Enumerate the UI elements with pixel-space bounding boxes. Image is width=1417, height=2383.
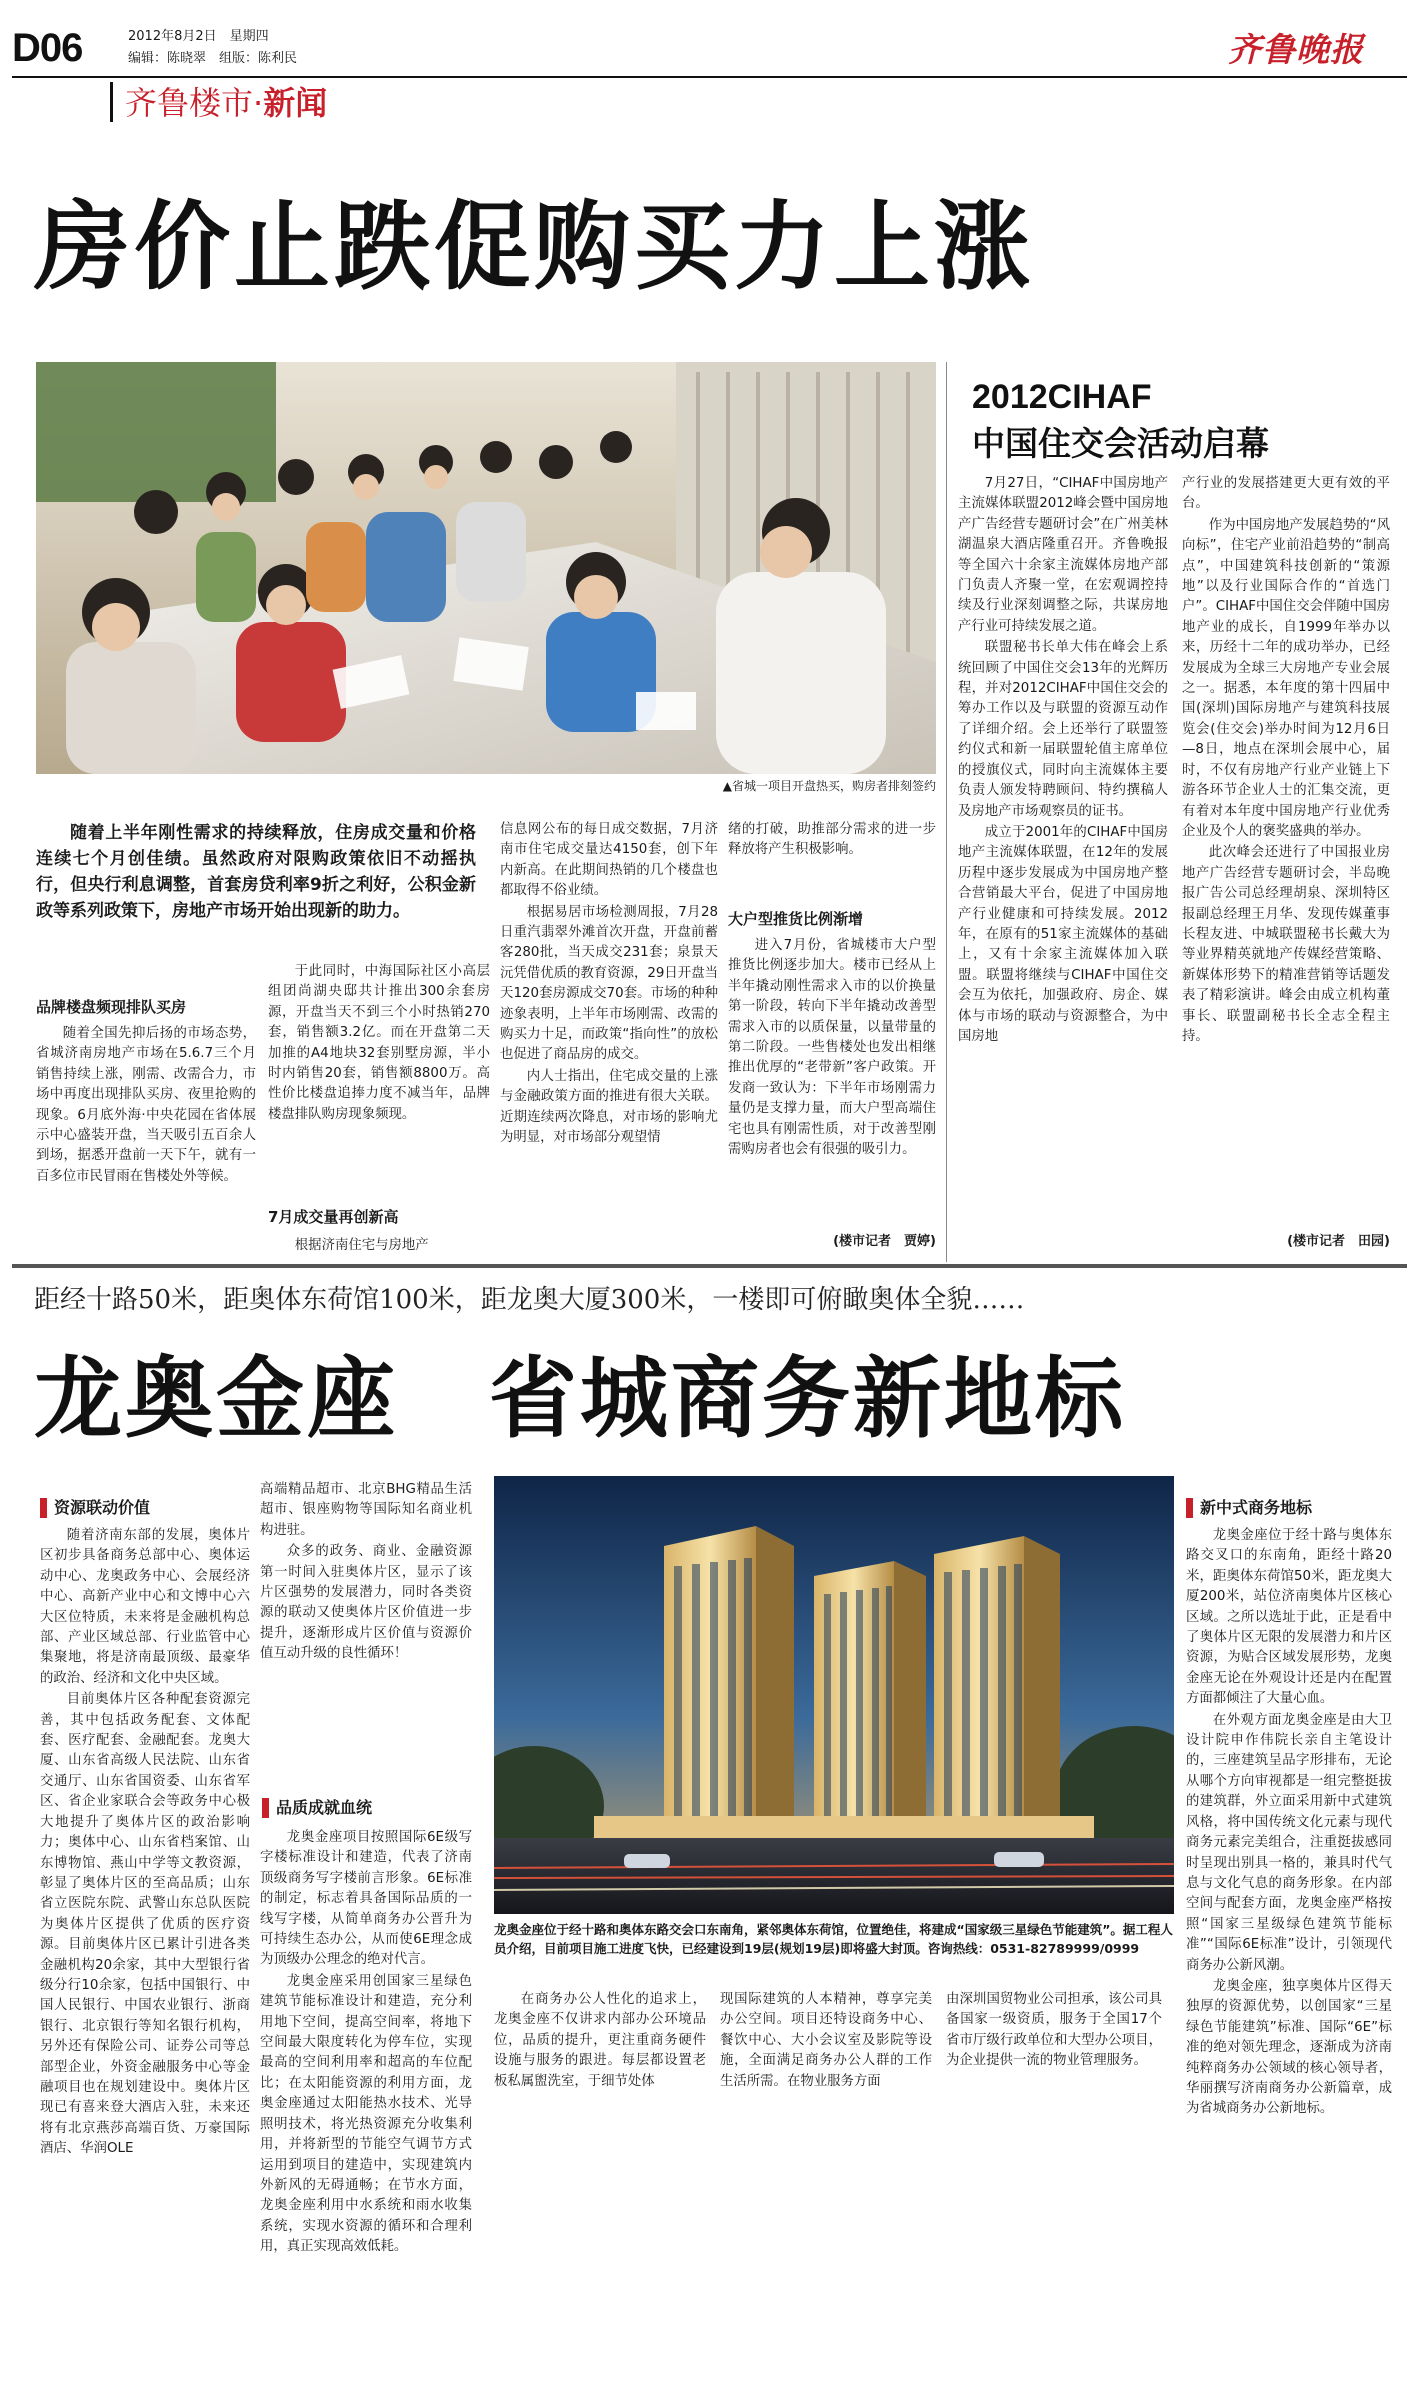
section-sub: 新闻 [263, 84, 328, 122]
ad-colC [494, 1990, 706, 2190]
ad-colF-text-b: 在外观方面龙奥金座是由大卫设计院申作伟院长亲自主笔设计的，三座建筑呈品字形排布，无论从哪个方向审视都是一组完整挺拔的建筑群，外立面采用新中式建筑风格，将中国传统文化元素与现代商务元素完美组合，注重挺拔感同时呈现出别具一格的，兼具时代气息与文化气息的商务形象。在内部空间与配套方面，龙奥金座严格按照“国家三星级绿色建筑节能标准”“国际6E标准”设计，引领现代商务办公新风潮。 [1186, 1712, 1392, 1973]
story1-sub3: 大户型推货比例渐增 [728, 910, 864, 928]
story1-headline: 房价止跌促购买力上涨 [34, 191, 1034, 303]
story1-col2 [268, 962, 490, 1200]
story1-col4 [728, 820, 936, 880]
story1-col4b [728, 936, 936, 1226]
section-dot: · [253, 84, 264, 122]
ad-colB2 [260, 1828, 472, 2376]
story2-col6-text-a: 产行业的发展搭建更大更有效的平台。 [1182, 476, 1390, 512]
story2-col6 [1182, 474, 1390, 1234]
ad-tagline: 距经十路50米，距奥体东荷馆100米，距龙奥大厦300米，一楼即可俯瞰奥体全貌…… [34, 1285, 1025, 1315]
section-divider [12, 1264, 1407, 1268]
story1-col3 [500, 820, 718, 1260]
story2-col5-text-a: 7月27日，“CIHAF中国房地产主流媒体联盟2012峰会暨中国房地产广告经营专题研讨会”在广州美林湖温泉大酒店隆重召开。齐鲁晚报等全国六十余家主流媒体房地产部门负责人齐聚一堂，在宏观调控持续及行业深刻调整之际，共谋房地产行业可持续发展之道。 [958, 476, 1168, 634]
story1-lead [36, 820, 476, 950]
section-main: 齐鲁楼市 [125, 84, 254, 122]
story1-col3-text-a: 信息网公布的每日成交数据，7月济南市住宅成交量达4150套，创下年内新高。在此期间热销的几个楼盘也都取得不俗业绩。 [500, 822, 718, 899]
ad-colB-text-b: 众多的政务、商业、金融资源第一时间入驻奥体片区，显示了该片区强势的发展潜力，同时各类资源的联动又使奥体片区价值进一步提升，逐渐形成片区价值与资源价值互动升级的良性循环！ [260, 1544, 472, 1662]
building-render-caption: 龙奥金座位于经十路和奥体东路交会口东南角，紧邻奥体东荷馆，位置绝佳，将建成“国家级三星绿色节能建筑”。据工程人员介绍，目前项目施工进度飞快，已经建设到19层(规划19层)即将盛大封顶。咨询热线：0531-82789999/0999 [494, 1922, 1173, 1956]
page-number: D06 [12, 26, 83, 70]
building-render-art [494, 1476, 1174, 1914]
story1-col2-text: 于此同时，中海国际社区小高层组团尚湖央邸共计推出300余套房源，开盘当天不到三个小时热销270套，销售额3.2亿。而在开盘第二天加推的A4地块32套别墅房源，半小时内销售20套，销售额8800万。高性价比楼盘追捧力度不减当年，品牌楼盘排队购房现象频现。 [268, 964, 490, 1122]
story2-left-rule [946, 362, 947, 1262]
header-divider [12, 76, 1407, 78]
story2-byline: (楼市记者 田园) [1287, 1234, 1390, 1249]
newspaper-logo: 齐鲁晚报 [1228, 30, 1364, 69]
ad-headline: 龙奥金座 省城商务新地标 [34, 1347, 1127, 1450]
story1-col3-text-b: 根据易居市场检测周报，7月28日重汽翡翠外滩首次开盘，开盘前蓄客280批，当天成交231套；泉景天沅凭借优质的教育资源，29日开盘当天120套房源成交70套。市场的种种迹象表明，上半年市场刚需、改需的购买力十足，而政策“指向性”的放松也促进了商品房的成交。 [500, 904, 718, 1063]
crowd-photo [36, 362, 936, 774]
story1-col4-text-a: 绪的打破，助推部分需求的进一步释放将产生积极影响。 [728, 822, 936, 858]
story2-col6-text-c: 此次峰会还进行了中国报业房地产广告经营专题研讨会，半岛晚报广告公司总经理胡泉、深圳特区报副总经理王月华、发现传媒董事长程友进、中城联盟秘书长戴大为等业界精英就地产传媒经营策略、新媒体形势下的精准营销等话题发表了精彩演讲。峰会由成立机构董事长、联盟副秘书长全志全程主持。 [1182, 845, 1390, 1044]
issue-date: 2012年8月2日 星期四 [128, 29, 269, 44]
story2-headline-line1: 2012CIHAF [972, 378, 1152, 416]
editor-credit: 编辑：陈晓翠 组版：陈利民 [128, 51, 298, 66]
ad-colD [720, 1990, 932, 2190]
story1-lead-text: 随着上半年刚性需求的持续释放，住房成交量和价格连续七个月创佳绩。虽然政府对限购政策依旧不动摇执行，但央行利息调整，首套房贷利率9折之利好，公积金新政等系列政策下，房地产市场开始出现新的助力。 [36, 823, 476, 921]
story2-col5-text-c: 成立于2001年的CIHAF中国房地产主流媒体联盟，在12年的发展历程中逐步发展成为中国房地产整合营销最大平台，促进了中国房地产行业健康和可持续发展。2012年，在原有的51家主流媒体的基础上，又有十余家主流媒体加入联盟。联盟将继续与CIHAF中国住交会互为依托，加强政府、房企、媒体与市场的联动与资源整合，为中国房地 [958, 824, 1168, 1044]
ad-colB [260, 1480, 472, 1790]
ad-sub1: 资源联动价值 [40, 1498, 240, 1518]
story1-col3-text-c: 内人士指出，住宅成交量的上涨与金融政策方面的推进有很大关联。近期连续两次降息，对市场的影响尤为明显，对市场部分观望情 [500, 1068, 718, 1146]
ad-colC-text: 在商务办公人性化的追求上，龙奥金座不仅讲求内部办公环境品位，品质的提升，更注重商务硬件设施与服务的跟进。每层都设置老板私属盥洗室，于细节处体 [494, 1992, 706, 2089]
story2-headline-line2: 中国住交会活动启幕 [972, 424, 1269, 463]
story1-col2b [268, 1236, 490, 1258]
ad-colA [40, 1526, 250, 2374]
ad-colE-text: 由深圳国贸物业公司担承，该公司具备国家一级资质，服务于全国17个省市厅级行政单位和大型办公项目，为企业提供一流的物业管理服务。 [946, 1992, 1162, 2069]
section-marker [110, 82, 113, 122]
ad-sub2: 品质成就血统 [262, 1798, 462, 1818]
story2-col5-text-b: 联盟秘书长单大伟在峰会上系统回顾了中国住交会13年的光辉历程，并对2012CIHAF中国住交会的筹办工作以及与联盟的资源互动作了详细介绍。会上还举行了联盟签约仪式和新一届联盟轮值主席单位的授旗仪式，同时向主流媒体主要负责人颁发特聘顾问、特约撰稿人及房地产市场观察员的证书。 [958, 640, 1168, 819]
story2-col6-text-b: 作为中国房地产发展趋势的“风向标”，住宅产业前沿趋势的“制高点”，中国建筑科技创新的“策源地”以及行业国际合作的“首选门户”。CIHAF中国住交会伴随中国房地产业的成长，自1999年举办以来，历经十二年的成功举办，已经发展成为全球三大房地产专业会展之一。据悉，本年度的第十四届中国(深圳)国际房地产与建筑科技展览会(住交会)举办时间为12月6日—8日，地点在深圳会展中心，届时，不仅有房地产行业产业链上下游各环节企业人士的汇集交流，更有着对本年度中国房地产行业优秀企业及个人的褒奖盛典的举办。 [1182, 517, 1390, 839]
ad-colF-text-c: 龙奥金座，独享奥体片区得天独厚的资源优势，以创国家“三星绿色节能建筑”标准、国际“6E”标准的绝对领先理念，逐渐成为济南纯粹商务办公领域的核心领导者，华丽撰写济南商务办公新篇章，成为省城商务办公新地标。 [1186, 1978, 1392, 2117]
ad-sub3: 新中式商务地标 [1186, 1498, 1386, 1518]
ad-colB-text-a: 高端精品超市、北京BHG精品生活超市、银座购物等国际知名商业机构进驻。 [260, 1482, 472, 1538]
building-render [494, 1476, 1174, 1914]
story2-col5 [958, 474, 1168, 1244]
story1-sub1: 品牌楼盘频现排队买房 [36, 998, 187, 1016]
ad-colB-text-c: 龙奥金座项目按照国际6E级写字楼标准设计和建造，代表了济南顶级商务写字楼前言形象。6E标准的制定，标志着具备国际品质的一线写字楼，从简单商务办公晋升为可持续生态办公，从而使6E理念成为顶级办公理念的绝对代言。 [260, 1830, 472, 1968]
ad-colF [1186, 1526, 1392, 2376]
crowd-photo-caption: ▲省城一项目开盘热买，购房者排刻签约 [722, 779, 936, 793]
story1-col1 [36, 1024, 256, 1236]
ad-colA-text-b: 目前奥体片区各种配套资源完善，其中包括政务配套、文体配套、医疗配套、金融配套。龙奥大厦、山东省高级人民法院、山东省交通厅、山东省国资委、山东省军区、省企业家联合会等政务中心极大地提升了奥体片区的政治影响力；奥体中心、山东省档案馆、山东博物馆、燕山中学等文教资源，彰显了奥体片区的至高品质；山东省立医院东院、武警山东总队医院为奥体片区提供了优质的医疗资源。目前奥体片区已累计引进各类金融机构20余家，其中大型银行省级分行10余家，包括中国银行、中国人民银行、中国农业银行、浙商银行、北京银行等知名银行机构，另外还有保险公司、证券公司等总部型企业，外资金融服务中心等金融项目也在规划建设中。奥体片区现已有喜来登大酒店入驻，未来还将有北京燕莎高端百货、万豪国际酒店、华润OLE [40, 1692, 250, 2157]
crowd-photo-art [36, 362, 936, 774]
section-title [125, 84, 327, 122]
story1-col4-text-b: 进入7月份，省城楼市大户型推货比例逐步加大。楼市已经从上半年撬动刚性需求入市的以价换量第一阶段，转向下半年撬动改善型需求入市的以质保量，以量带量的第二阶段。一些售楼处也发出相继推出优厚的“老带新”客户政策。开发商一致认为：下半年市场刚需力量仍是支撑力量，而大户型高端住宅也具有刚需性质，对于改善型刚需购房者也会有很强的吸引力。 [728, 938, 936, 1158]
story1-col1-text: 随着全国先抑后扬的市场态势，省城济南房地产市场在5.6.7三个月销售持续上涨，刚需、改需合力，市场中再度出现排队买房、夜里抢购的现象。6月底外海·中央花园在省体展示中心盛装开盘，当天吸引五百余人到场，据悉开盘前一天下午，就有一百多位市民冒雨在售楼处外等候。 [36, 1026, 256, 1184]
ad-colA-text-a: 随着济南东部的发展，奥体片区初步具备商务总部中心、奥体运动中心、龙奥政务中心、会展经济中心、高新产业中心和文博中心六大区位特质，未来将是金融机构总部、产业区域总部、行业监管中心集聚地，将是济南最顶级、最豪华的政治、经济和文化中央区域。 [40, 1528, 250, 1686]
ad-colF-text-a: 龙奥金座位于经十路与奥体东路交叉口的东南角，距经十路20米，距奥体东荷馆50米，距龙奥大厦200米，站位济南奥体片区核心区域。之所以选址于此，正是看中了奥体片区无限的发展潜力和片区资源，为贴合区域发展形势，龙奥金座无论在外观设计还是内在配置方面都倾注了大量心血。 [1186, 1528, 1392, 1707]
story1-col2b-text: 根据济南住宅与房地产 [294, 1238, 429, 1253]
story1-byline: (楼市记者 贾婷) [833, 1234, 936, 1249]
ad-colB-text-d: 龙奥金座采用创国家三星绿色建筑节能标准设计和建造，充分利用地下空间，提高空间率，将地下空间最大限度转化为停车位，实现最高的空间利用率和超高的车位配比；在太阳能资源的利用方面，龙奥金座通过太阳能热水技术、光导照明技术，将光热资源充分收集利用，并将新型的节能空气调节方式运用到项目的建造中，实现建筑内外新风的无碍通畅；在节水方面，龙奥金座利用中水系统和雨水收集系统，实现水资源的循环和合理利用，真正实现高效低耗。 [260, 1973, 472, 2255]
ad-colE [946, 1990, 1162, 2190]
ad-colD-text: 现国际建筑的人本精神，尊享完美办公空间。项目还特设商务中心、餐饮中心、大小会议室及影院等设施，全面满足商务办公人群的工作生活所需。在物业服务方面 [720, 1992, 932, 2089]
story1-sub2: 7月成交量再创新高 [268, 1208, 399, 1226]
